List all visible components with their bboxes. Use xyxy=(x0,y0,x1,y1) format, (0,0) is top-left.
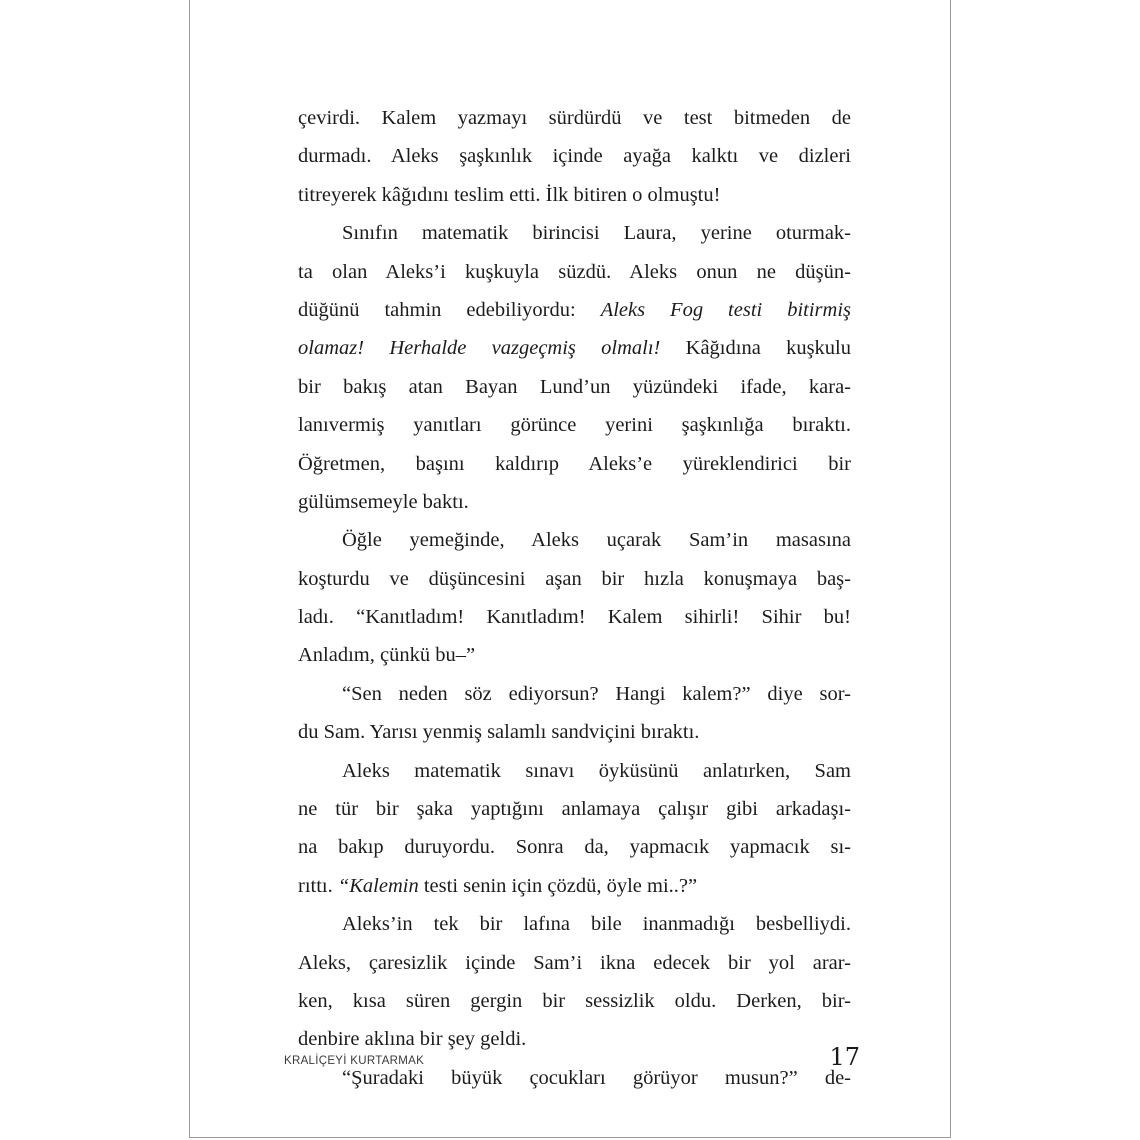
italic-text: olamaz! Herhalde vazgeçmiş olmalı! xyxy=(298,337,661,360)
text-line: bir bakış atan Bayan Lund’un yüzündeki ifade, kara- xyxy=(298,375,851,398)
text-line: Sınıfın matematik birincisi Laura, yerine oturmak- xyxy=(342,222,851,245)
text-line: ladı. “Kanıtladım! Kanıtladım! Kalem sihirli! Sihir bu! xyxy=(298,606,851,629)
text-line: ne tür bir şaka yaptığını anlamaya çalışır gibi arkadaşı- xyxy=(298,798,851,821)
text-run: Kâğıdına kuşkulu xyxy=(660,337,851,360)
text-line: na bakıp duruyordu. Sonra da, yapmacık yapmacık sı- xyxy=(298,836,851,859)
text-line xyxy=(298,867,851,905)
text-line: titreyerek kâğıdını teslim etti. İlk bitiren o olmuştu! xyxy=(298,183,721,206)
text-line: “Sen neden söz ediyorsun? Hangi kalem?” diye sor- xyxy=(342,682,851,705)
text-line: “Şuradaki büyük çocukları görüyor musun?” de- xyxy=(342,1066,851,1089)
text-line: denbire aklına bir şey geldi. xyxy=(298,1028,527,1051)
text-line xyxy=(298,291,851,329)
text-line: Öğle yemeğinde, Aleks uçarak Sam’in masasına xyxy=(342,529,851,552)
italic-text: Aleks Fog testi bitirmiş xyxy=(600,298,851,321)
text-run: rıttı. xyxy=(298,874,338,897)
text-line: Aleks, çaresizlik içinde Sam’i ikna edecek bir yol arar- xyxy=(298,951,851,974)
text-line: durmadı. Aleks şaşkınlık içinde ayağa kalktı ve dizleri xyxy=(298,145,851,168)
text-line: Anladım, çünkü bu–” xyxy=(298,644,476,667)
italic-text: “Kalemin xyxy=(337,874,419,897)
book-page xyxy=(189,0,951,1138)
text-line: ta olan Aleks’i kuşkuyla süzdü. Aleks onun ne düşün- xyxy=(298,260,851,283)
page-number: 17 xyxy=(829,1043,860,1071)
text-line: Aleks’in tek bir lafına bile inanmadığı besbelliydi. xyxy=(342,913,851,936)
text-line xyxy=(298,329,851,367)
text-line: çevirdi. Kalem yazmayı sürdürdü ve test bitmeden de xyxy=(298,107,851,129)
running-footer-title: KRALİÇEYİ KURTARMAK xyxy=(284,1055,425,1067)
text-line: gülümsemeyle baktı. xyxy=(298,490,469,513)
text-line: Öğretmen, başını kaldırıp Aleks’e yüreklendirici bir xyxy=(298,452,851,475)
text-run: düğünü tahmin edebiliyordu: xyxy=(298,298,601,321)
text-line: Aleks matematik sınavı öyküsünü anlatırken, Sam xyxy=(342,759,851,782)
text-line: koşturdu ve düşüncesini aşan bir hızla konuşmaya baş- xyxy=(298,567,851,590)
text-line: du Sam. Yarısı yenmiş salamlı sandviçini bıraktı. xyxy=(298,721,700,744)
text-run: testi senin için çözdü, öyle mi..?” xyxy=(418,874,698,897)
body-text xyxy=(298,99,851,1097)
text-line: ken, kısa süren gergin bir sessizlik oldu. Derken, bir- xyxy=(298,989,851,1012)
text-line: lanıvermiş yanıtları görünce yerini şaşkınlığa bıraktı. xyxy=(298,414,851,437)
